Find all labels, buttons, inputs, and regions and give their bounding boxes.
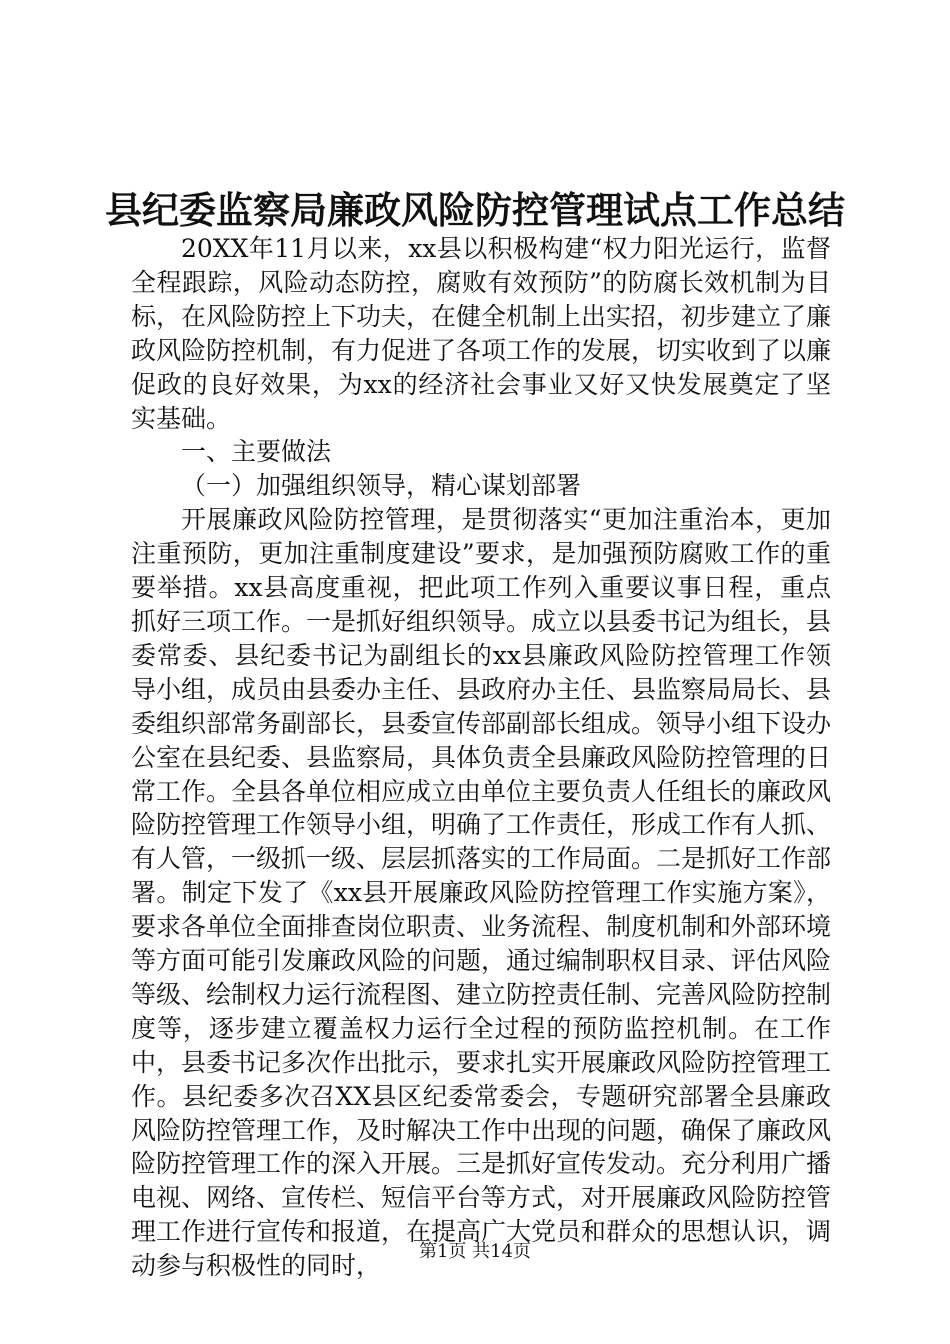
document-title: 县纪委监察局廉政风险防控管理试点工作总结 [105, 188, 845, 232]
section-heading: 一、主要做法 [181, 437, 332, 467]
page-number-footer: 第1页 共14页 [418, 1241, 532, 1262]
document-body [131, 232, 831, 1283]
body-paragraph: 开展廉政风险防控管理，是贯彻落实“更加注重治本，更加注重预防，更加注重制度建设”要求，是加强预防腐败工作的重要举措。xx县高度重视，把此项工作列入重要议事日程，重点抓好三项工作。一是抓好组织领导。成立以县委书记为组长，县委常委、县纪委书记为副组长的xx县廉政风险防控管理工作领导小组，成员由县委办主任、县政府办主任、县监察局局长、县委组织部常务副部长，县委宣传部副部长组成。领导小组下设办公室在县纪委、县监察局，具体负责全县廉政风险防控管理的日常工作。全县各单位相应成立由单位主要负责人任组长的廉政风险防控管理工作领导小组，明确了工作责任，形成工作有人抓、有人管，一级抓一级、层层抓落实的工作局面。二是抓好工作部署。制定下发了《xx县开展廉政风险防控管理工作实施方案》，要求各单位全面排查岗位职责、业务流程、制度机制和外部环境等方面可能引发廉政风险的问题，通过编制职权目录、评估风险等级、绘制权力运行流程图、建立防控责任制、完善风险防控制度等，逐步建立覆盖权力运行全过程的预防监控机制。在工作中，县委书记多次作出批示，要求扎实开展廉政风险防控管理工作。县纪委多次召XX县区纪委常委会，专题研究部署全县廉政风险防控管理工作，及时解决工作中出现的问题，确保了廉政风险防控管理工作的深入开展。三是抓好宣传发动。充分利用广播电视、网络、宣传栏、短信平台等方式，对开展廉政风险防控管理工作进行宣传和报道，在提高广大党员和群众的思想认识，调动参与积极性的同时， [131, 505, 832, 1281]
intro-paragraph: 20XX年11月以来，xx县以积极构建“权力阳光运行，监督全程跟踪，风险动态防控，腐败有效预防”的防腐长效机制为目标，在风险防控上下功夫，在健全机制上出实招，初步建立了廉政风险防控机制，有力促进了各项工作的发展，切实收到了以廉促政的良好效果，为xx的经济社会事业又好又快发展奠定了坚实基础。 [131, 234, 832, 433]
subsection-heading: （一）加强组织领导，精心谋划部署 [181, 471, 582, 501]
